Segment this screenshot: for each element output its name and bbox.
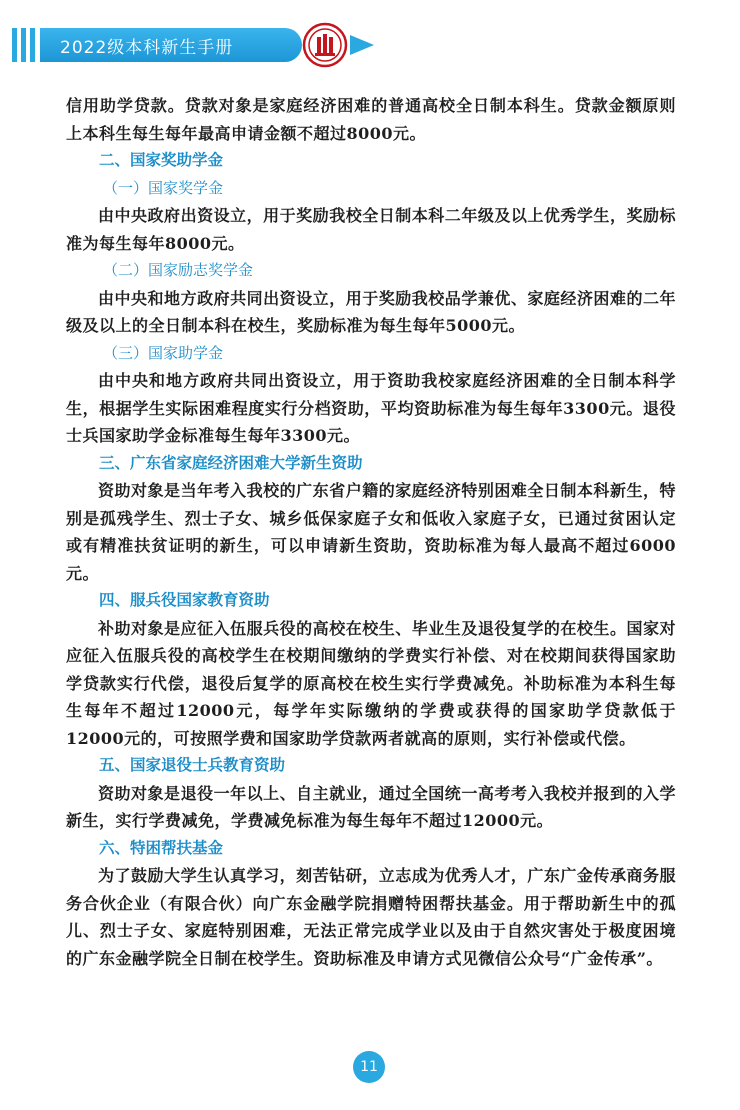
section-heading-freshman-aid: 三、广东省家庭经济困难大学新生资助 — [99, 453, 363, 472]
page-number: 11 — [353, 1051, 385, 1083]
section-heading-hardship-fund: 六、特困帮扶基金 — [99, 838, 224, 857]
header-stripe — [21, 28, 26, 62]
header-stripe — [30, 28, 35, 62]
paragraph-loan-continued: 信用助学贷款。贷款对象是家庭经济困难的普通高校全日制本科生。贷款金额原则上本科生每生每年最高申请金额不超过8000元。 — [66, 96, 676, 143]
section-heading-military-service-aid: 四、服兵役国家教育资助 — [99, 591, 270, 609]
triangle-right-icon — [350, 35, 374, 55]
header-stripe — [12, 28, 17, 62]
paragraph-hardship-fund: 为了鼓励大学生认真学习，刻苦钻研，立志成为优秀人才，广东广金传承商务服务合伙企业（有限合伙）向广东金融学院捐赠特困帮扶基金。用于帮助新生中的孤儿、烈士子女、家庭特别困难，无法正常完成学业以及由于自然灾害处于极度困境的广东金融学院全日制在校学生。资助标准及申请方式见微信公众号“广金传承”。 — [66, 866, 676, 968]
school-emblem-icon — [302, 22, 348, 68]
paragraph-national-grant: 由中央和地方政府共同出资设立，用于资助我校家庭经济困难的全日制本科学生，根据学生实际困难程度实行分档资助，平均资助标准为每生每年3300元。退役士兵国家助学金标准每生每年3300元。 — [66, 371, 676, 445]
subheading-national-scholarship: （一）国家奖学金 — [103, 178, 224, 197]
subheading-national-grant: （三）国家助学金 — [103, 343, 224, 362]
paragraph-veteran-aid: 资助对象是退役一年以上、自主就业，通过全国统一高考考入我校并报到的入学新生，实行学费减免，学费减免标准为每生每年不超过12000元。 — [66, 783, 676, 830]
section-heading-national-scholarships: 二、国家奖助学金 — [99, 151, 224, 169]
paragraph-encouragement-scholarship: 由中央和地方政府共同出资设立，用于奖励我校品学兼优、家庭经济困难的二年级及以上的全日制本科在校生，奖励标准为每生每年5000元。 — [66, 288, 676, 335]
page-content — [66, 92, 676, 972]
paragraph-national-scholarship: 由中央政府出资设立，用于奖励我校全日制本科二年级及以上优秀学生，奖励标准为每生每年8000元。 — [66, 206, 676, 253]
subheading-encouragement-scholarship: （二）国家励志奖学金 — [103, 261, 254, 279]
handbook-title: 2022级本科新生手册 — [60, 38, 234, 58]
paragraph-military-service-aid: 补助对象是应征入伍服兵役的高校在校生、毕业生及退役复学的在校生。国家对应征入伍服兵役的高校学生在校期间缴纳的学费实行补偿、对在校期间获得国家助学贷款实行代偿，退役后复学的原高校在校生实行学费减免。补助标准为本科生每生每年不超过12000元，每学年实际缴纳的学费或获得的国家助学贷款低于12000元的，可按照学费和国家助学贷款两者就高的原则，实行补偿或代偿。 — [66, 618, 676, 748]
page-header — [0, 22, 740, 66]
section-heading-veteran-aid: 五、国家退役士兵教育资助 — [99, 756, 286, 774]
paragraph-freshman-aid: 资助对象是当年考入我校的广东省户籍的家庭经济特别困难全日制本科新生，特别是孤残学生、烈士子女、城乡低保家庭子女和低收入家庭子女，已通过贫困认定或有精准扶贫证明的新生，可以申请新生资助，资助标准为每人最高不超过6000元。 — [66, 481, 676, 583]
